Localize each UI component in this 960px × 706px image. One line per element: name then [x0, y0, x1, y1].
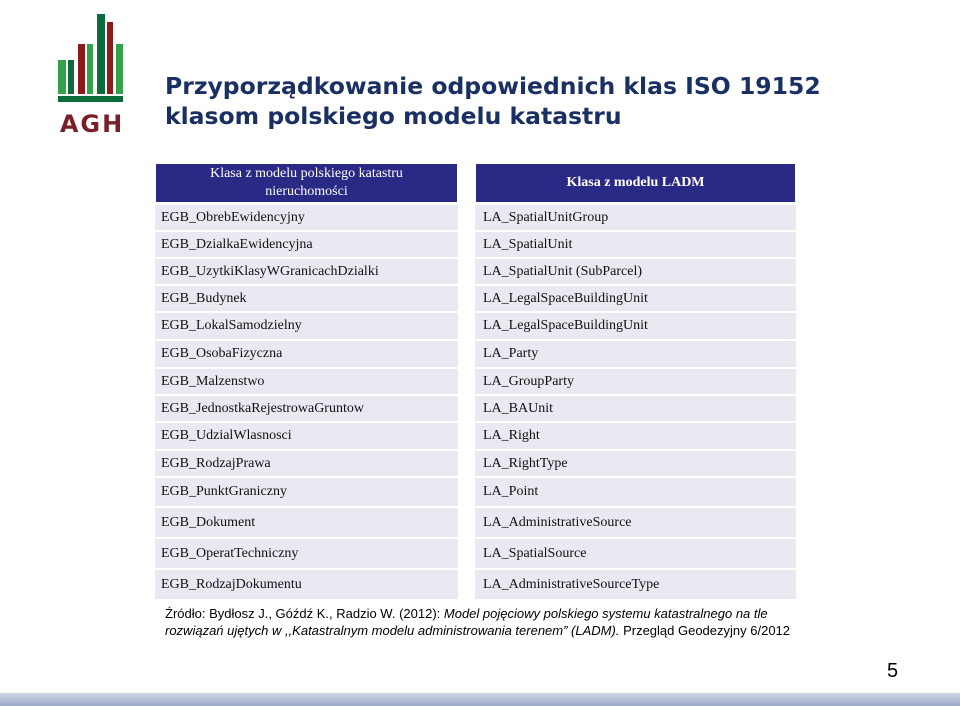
table-row: LA_RightType [475, 449, 796, 476]
table-row: EGB_UdzialWlasnosci [155, 421, 458, 449]
table-row: EGB_Dokument [155, 506, 458, 537]
table-row: LA_SpatialUnitGroup [475, 203, 796, 230]
table-row: LA_AdministrativeSourceType [475, 568, 796, 599]
agh-logo [56, 14, 128, 138]
slide-title-line2: klasom polskiego modelu katastru [165, 102, 622, 130]
table-row: LA_Party [475, 339, 796, 367]
table-row: EGB_UzytkiKlasyWGranicachDzialki [155, 257, 458, 284]
citation-journal: Przegląd Geodezyjny 6/2012 [619, 622, 791, 638]
table-row: EGB_RodzajPrawa [155, 449, 458, 476]
table-row: LA_GroupParty [475, 367, 796, 394]
logo-text: AGH [59, 110, 125, 138]
table-row: EGB_PunktGraniczny [155, 476, 458, 506]
table-row: LA_SpatialSource [475, 537, 796, 568]
table-row: EGB_Malzenstwo [155, 367, 458, 394]
slide-title [165, 71, 905, 131]
polish-classes-header [155, 163, 458, 203]
table-row: LA_Right [475, 421, 796, 449]
table-row: LA_SpatialUnit [475, 230, 796, 257]
footer-bar [0, 693, 960, 706]
polish-classes-table [155, 163, 458, 599]
table-row: LA_LegalSpaceBuildingUnit [475, 284, 796, 311]
ladm-classes-table [475, 163, 796, 599]
table-row: EGB_OsobaFizyczna [155, 339, 458, 367]
polish-header-line1: Klasa z modelu polskiego katastru [210, 166, 403, 181]
table-row: EGB_OperatTechniczny [155, 537, 458, 568]
table-row: EGB_DzialkaEwidencyjna [155, 230, 458, 257]
table-row: LA_AdministrativeSource [475, 506, 796, 537]
table-row: LA_LegalSpaceBuildingUnit [475, 311, 796, 339]
table-row: EGB_RodzajDokumentu [155, 568, 458, 599]
table-row: LA_BAUnit [475, 394, 796, 421]
slide-title-line1: Przyporządkowanie odpowiednich klas ISO 19152 [165, 72, 821, 100]
table-row: EGB_Budynek [155, 284, 458, 311]
polish-header-line2: nieruchomości [265, 184, 348, 199]
table-row: EGB_LokalSamodzielny [155, 311, 458, 339]
page-number: 5 [887, 660, 899, 682]
ladm-classes-header [475, 163, 796, 203]
table-row: EGB_JednostkaRejestrowaGruntow [155, 394, 458, 421]
ladm-header-text: Klasa z modelu LADM [566, 175, 705, 190]
citation-title: Model pojęciowy polskiego systemu katastralnego na tle rozwiązań ujętych w ,,Katastralnym modelu administrowania terenem” (LADM). [165, 606, 768, 638]
table-row: LA_SpatialUnit (SubParcel) [475, 257, 796, 284]
citation-authors: Źródło: Bydłosz J., Góźdź K., Radzio W. (2012): [165, 606, 444, 621]
table-row: LA_Point [475, 476, 796, 506]
table-row: EGB_ObrebEwidencyjny [155, 203, 458, 230]
source-citation [165, 606, 815, 639]
